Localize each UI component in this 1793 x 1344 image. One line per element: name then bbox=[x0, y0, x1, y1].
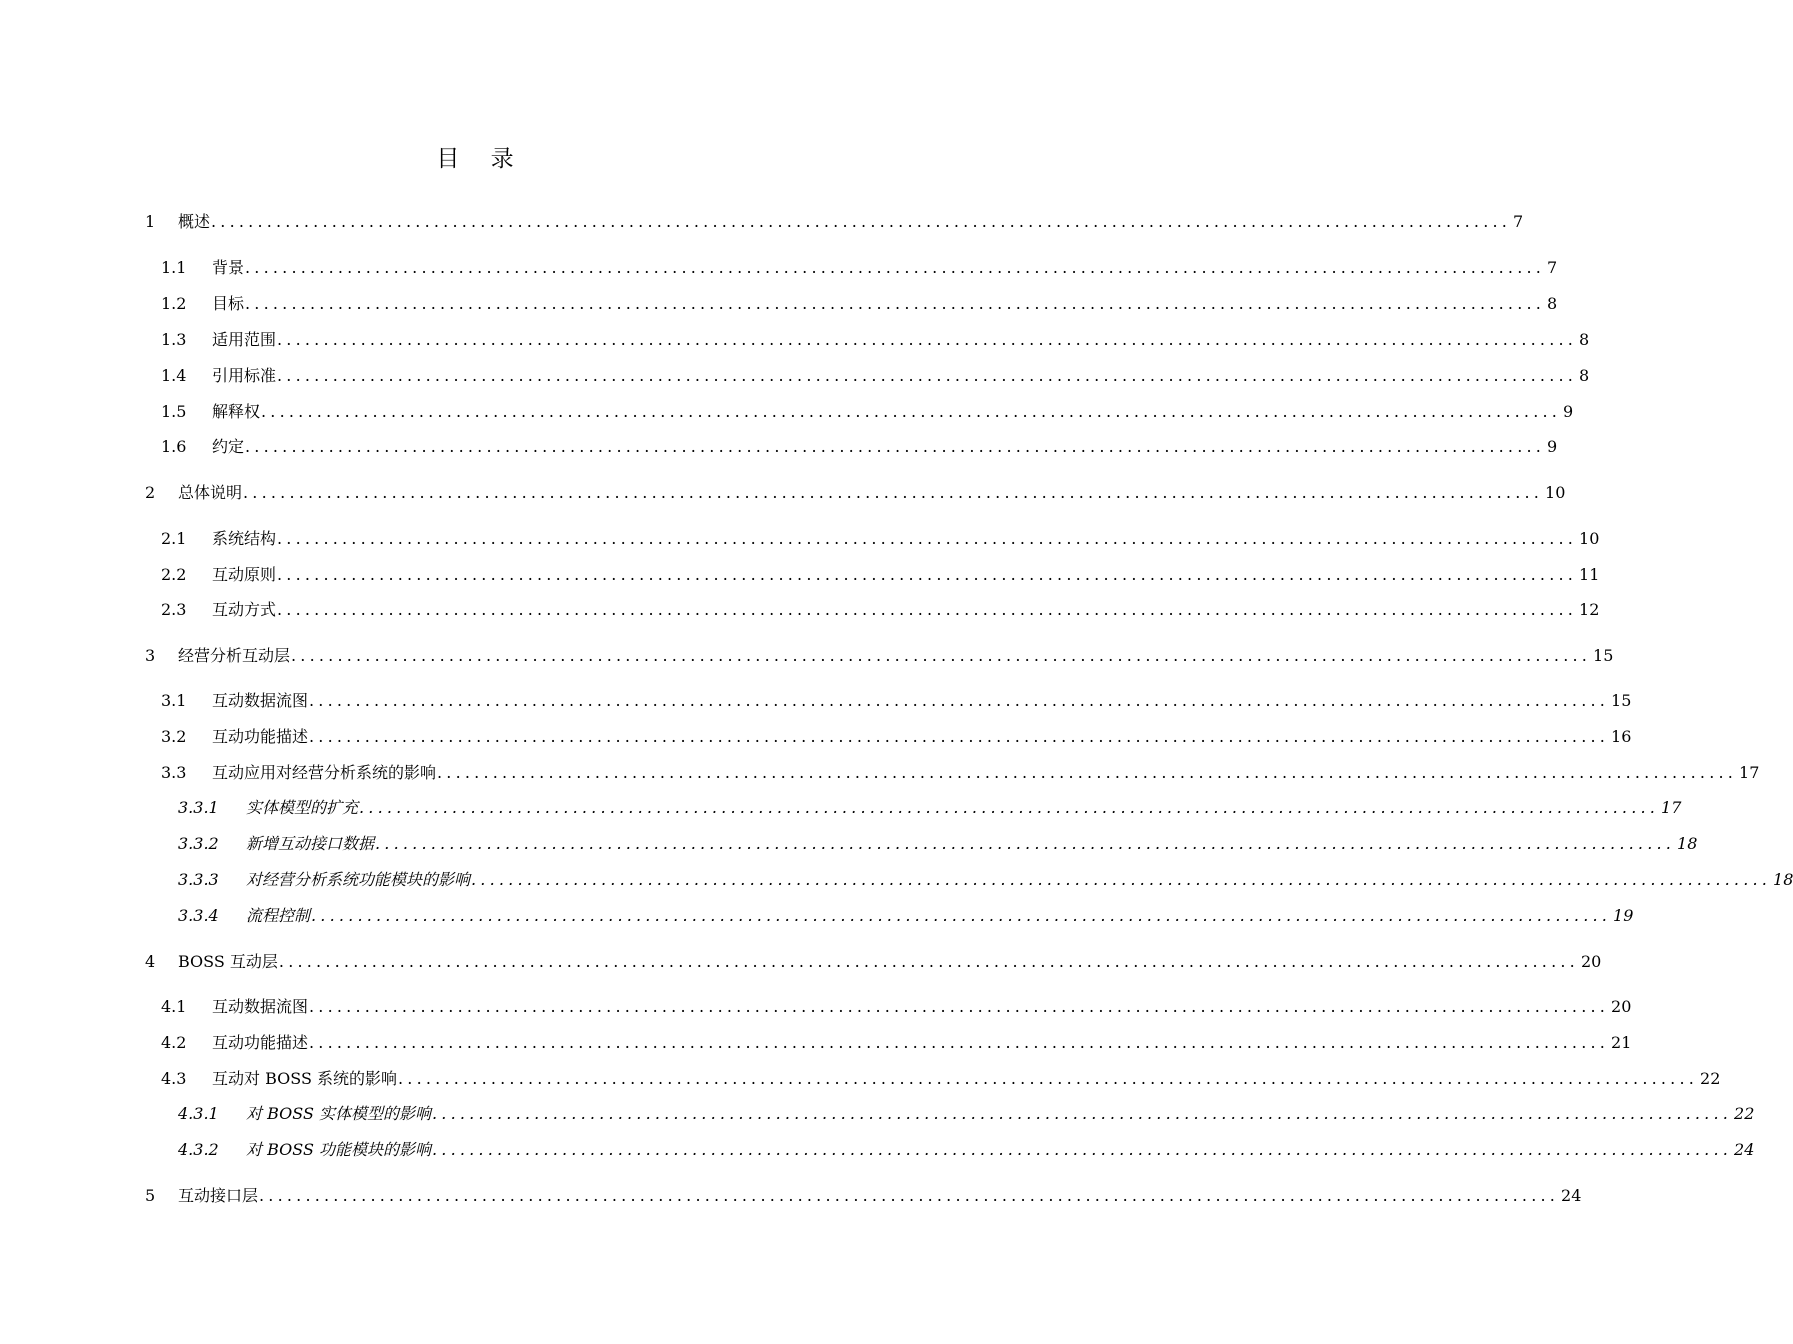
toc-entry-4-1[interactable] bbox=[161, 993, 1632, 1017]
toc-entry-number: 1 bbox=[145, 212, 156, 231]
toc-entry-label: 对 BOSS 功能模块的影响 bbox=[246, 1140, 431, 1159]
toc-entry-number: 1.4 bbox=[161, 366, 187, 385]
toc-dot-leader: ............................................................................................................................................ bbox=[432, 1140, 1733, 1159]
toc-entry-2[interactable] bbox=[145, 479, 1566, 503]
toc-entry-label: 互动数据流图 bbox=[212, 997, 309, 1016]
toc-entry-label: 概述 bbox=[178, 212, 211, 231]
toc-entry-page-number: 17 bbox=[1739, 763, 1760, 782]
toc-dot-leader: ............................................................................................................................................ bbox=[309, 691, 1610, 710]
toc-entry-3[interactable] bbox=[145, 642, 1614, 666]
toc-entry-label: 互动功能描述 bbox=[212, 727, 309, 746]
toc-entry-number: 3.3 bbox=[161, 763, 187, 782]
toc-entry-number: 4.3.1 bbox=[178, 1104, 219, 1123]
toc-dot-leader: ............................................................................................................................................ bbox=[277, 600, 1578, 619]
toc-entry-2-2[interactable] bbox=[161, 561, 1600, 585]
toc-entry-number: 2.2 bbox=[161, 565, 187, 584]
toc-entry-number: 4.3.2 bbox=[178, 1140, 219, 1159]
toc-dot-leader: ............................................................................................................................................ bbox=[432, 1104, 1733, 1123]
toc-entry-3-3[interactable] bbox=[161, 759, 1760, 783]
toc-entry-4-3-2[interactable] bbox=[178, 1136, 1755, 1160]
toc-entry-label: BOSS 互动层 bbox=[178, 952, 278, 971]
toc-entry-page-number: 10 bbox=[1545, 483, 1566, 502]
toc-dot-leader: ............................................................................................................................................ bbox=[311, 906, 1612, 925]
toc-entry-1-2[interactable] bbox=[161, 290, 1558, 314]
toc-entry-1-3[interactable] bbox=[161, 326, 1590, 350]
toc-entry-label: 对 BOSS 实体模型的影响 bbox=[246, 1104, 431, 1123]
toc-entry-page-number: 9 bbox=[1563, 402, 1574, 421]
toc-entry-label: 解释权 bbox=[212, 402, 261, 421]
toc-entry-number: 3.3.1 bbox=[178, 798, 219, 817]
toc-dot-leader: ............................................................................................................................................ bbox=[277, 529, 1578, 548]
toc-entry-page-number: 15 bbox=[1593, 646, 1614, 665]
toc-entry-label: 互动方式 bbox=[212, 600, 277, 619]
toc-entry-page-number: 16 bbox=[1611, 727, 1632, 746]
toc-entry-label: 适用范围 bbox=[212, 330, 277, 349]
toc-entry-number: 1.2 bbox=[161, 294, 187, 313]
toc-entry-1-5[interactable] bbox=[161, 398, 1574, 422]
toc-entry-label: 流程控制 bbox=[246, 906, 311, 925]
toc-entry-page-number: 24 bbox=[1734, 1140, 1755, 1159]
toc-dot-leader: ............................................................................................................................................ bbox=[277, 565, 1578, 584]
toc-entry-page-number: 7 bbox=[1547, 258, 1558, 277]
toc-dot-leader: ............................................................................................................................................ bbox=[261, 402, 1562, 421]
toc-entry-number: 3.3.4 bbox=[178, 906, 219, 925]
toc-dot-leader: ............................................................................................................................................ bbox=[243, 483, 1544, 502]
toc-entry-3-1[interactable] bbox=[161, 687, 1632, 711]
toc-entry-number: 3.2 bbox=[161, 727, 187, 746]
toc-entry-number: 2.3 bbox=[161, 600, 187, 619]
toc-entry-number: 2 bbox=[145, 483, 156, 502]
toc-entry-page-number: 8 bbox=[1579, 366, 1590, 385]
toc-title: 目 录 bbox=[436, 146, 526, 172]
toc-dot-leader: ............................................................................................................................................ bbox=[309, 727, 1610, 746]
toc-dot-leader: ............................................................................................................................................ bbox=[245, 258, 1546, 277]
toc-entry-number: 1.5 bbox=[161, 402, 187, 421]
toc-entry-page-number: 18 bbox=[1773, 870, 1793, 889]
toc-dot-leader: ............................................................................................................................................ bbox=[309, 997, 1610, 1016]
toc-dot-leader: ............................................................................................................................................ bbox=[277, 366, 1578, 385]
toc-entry-label: 互动应用对经营分析系统的影响 bbox=[212, 763, 437, 782]
toc-entry-4-2[interactable] bbox=[161, 1029, 1632, 1053]
toc-entry-page-number: 11 bbox=[1579, 565, 1600, 584]
toc-entry-page-number: 20 bbox=[1611, 997, 1632, 1016]
toc-entry-page-number: 7 bbox=[1513, 212, 1524, 231]
toc-entry-number: 3.3.2 bbox=[178, 834, 219, 853]
toc-entry-label: 系统结构 bbox=[212, 529, 277, 548]
toc-entry-1[interactable] bbox=[145, 208, 1524, 232]
toc-entry-number: 2.1 bbox=[161, 529, 187, 548]
toc-dot-leader: ............................................................................................................................................ bbox=[245, 437, 1546, 456]
toc-entry-number: 4.1 bbox=[161, 997, 187, 1016]
toc-entry-number: 3.1 bbox=[161, 691, 187, 710]
toc-entry-label: 新增互动接口数据 bbox=[246, 834, 375, 853]
toc-dot-leader: ............................................................................................................................................ bbox=[291, 646, 1592, 665]
toc-entry-label: 实体模型的扩充 bbox=[246, 798, 359, 817]
toc-entry-1-4[interactable] bbox=[161, 362, 1590, 386]
toc-entry-page-number: 21 bbox=[1611, 1033, 1632, 1052]
toc-entry-3-3-2[interactable] bbox=[178, 830, 1698, 854]
toc-dot-leader: ............................................................................................................................................ bbox=[278, 952, 1579, 971]
toc-dot-leader: ............................................................................................................................................ bbox=[471, 870, 1772, 889]
toc-dot-leader: ............................................................................................................................................ bbox=[398, 1069, 1699, 1088]
toc-dot-leader: ............................................................................................................................................ bbox=[245, 294, 1546, 313]
toc-entry-number: 3.3.3 bbox=[178, 870, 219, 889]
toc-entry-4-3-1[interactable] bbox=[178, 1100, 1755, 1124]
toc-dot-leader: ............................................................................................................................................ bbox=[375, 834, 1676, 853]
toc-entry-page-number: 22 bbox=[1734, 1104, 1755, 1123]
toc-entry-page-number: 12 bbox=[1579, 600, 1600, 619]
toc-entry-page-number: 19 bbox=[1613, 906, 1634, 925]
toc-entry-page-number: 10 bbox=[1579, 529, 1600, 548]
toc-entry-label: 约定 bbox=[212, 437, 245, 456]
toc-entry-number: 4.3 bbox=[161, 1069, 187, 1088]
toc-entry-3-3-1[interactable] bbox=[178, 794, 1682, 818]
toc-entry-label: 互动对 BOSS 系统的影响 bbox=[212, 1069, 397, 1088]
toc-entry-page-number: 24 bbox=[1561, 1186, 1582, 1205]
toc-entry-label: 目标 bbox=[212, 294, 245, 313]
toc-entry-number: 3 bbox=[145, 646, 156, 665]
toc-entry-3-3-4[interactable] bbox=[178, 902, 1634, 926]
toc-entry-label: 互动数据流图 bbox=[212, 691, 309, 710]
toc-entry-number: 4.2 bbox=[161, 1033, 187, 1052]
toc-entry-page-number: 8 bbox=[1547, 294, 1558, 313]
toc-entry-4[interactable] bbox=[145, 948, 1602, 972]
toc-entry-page-number: 18 bbox=[1677, 834, 1698, 853]
toc-dot-leader: ............................................................................................................................................ bbox=[359, 798, 1660, 817]
toc-entry-label: 背景 bbox=[212, 258, 245, 277]
toc-dot-leader: ............................................................................................................................................ bbox=[211, 212, 1512, 231]
toc-entry-label: 互动功能描述 bbox=[212, 1033, 309, 1052]
toc-entry-number: 1.1 bbox=[161, 258, 187, 277]
toc-entry-2-1[interactable] bbox=[161, 525, 1600, 549]
toc-entry-number: 5 bbox=[145, 1186, 156, 1205]
toc-entry-label: 对经营分析系统功能模块的影响 bbox=[246, 870, 471, 889]
toc-entry-label: 引用标准 bbox=[212, 366, 277, 385]
toc-entry-3-3-3[interactable] bbox=[178, 866, 1793, 890]
toc-entry-label: 经营分析互动层 bbox=[178, 646, 291, 665]
toc-entry-label: 总体说明 bbox=[178, 483, 243, 502]
toc-entry-label: 互动接口层 bbox=[178, 1186, 259, 1205]
toc-entry-1-1[interactable] bbox=[161, 254, 1558, 278]
toc-dot-leader: ............................................................................................................................................ bbox=[437, 763, 1738, 782]
toc-entry-4-3[interactable] bbox=[161, 1065, 1721, 1089]
toc-dot-leader: ............................................................................................................................................ bbox=[277, 330, 1578, 349]
toc-entry-number: 1.6 bbox=[161, 437, 187, 456]
toc-dot-leader: ............................................................................................................................................ bbox=[309, 1033, 1610, 1052]
toc-entry-2-3[interactable] bbox=[161, 596, 1600, 620]
toc-entry-3-2[interactable] bbox=[161, 723, 1632, 747]
toc-entry-5[interactable] bbox=[145, 1182, 1582, 1206]
toc-entry-page-number: 15 bbox=[1611, 691, 1632, 710]
toc-entry-number: 1.3 bbox=[161, 330, 187, 349]
toc-entry-number: 4 bbox=[145, 952, 156, 971]
toc-entry-page-number: 20 bbox=[1580, 952, 1602, 971]
toc-entry-page-number: 17 bbox=[1661, 798, 1682, 817]
toc-entry-page-number: 8 bbox=[1579, 330, 1590, 349]
toc-entry-page-number: 9 bbox=[1547, 437, 1558, 456]
toc-entry-1-6[interactable] bbox=[161, 433, 1558, 457]
toc-dot-leader: ............................................................................................................................................ bbox=[259, 1186, 1560, 1205]
toc-entry-label: 互动原则 bbox=[212, 565, 277, 584]
toc-entry-page-number: 22 bbox=[1700, 1069, 1721, 1088]
